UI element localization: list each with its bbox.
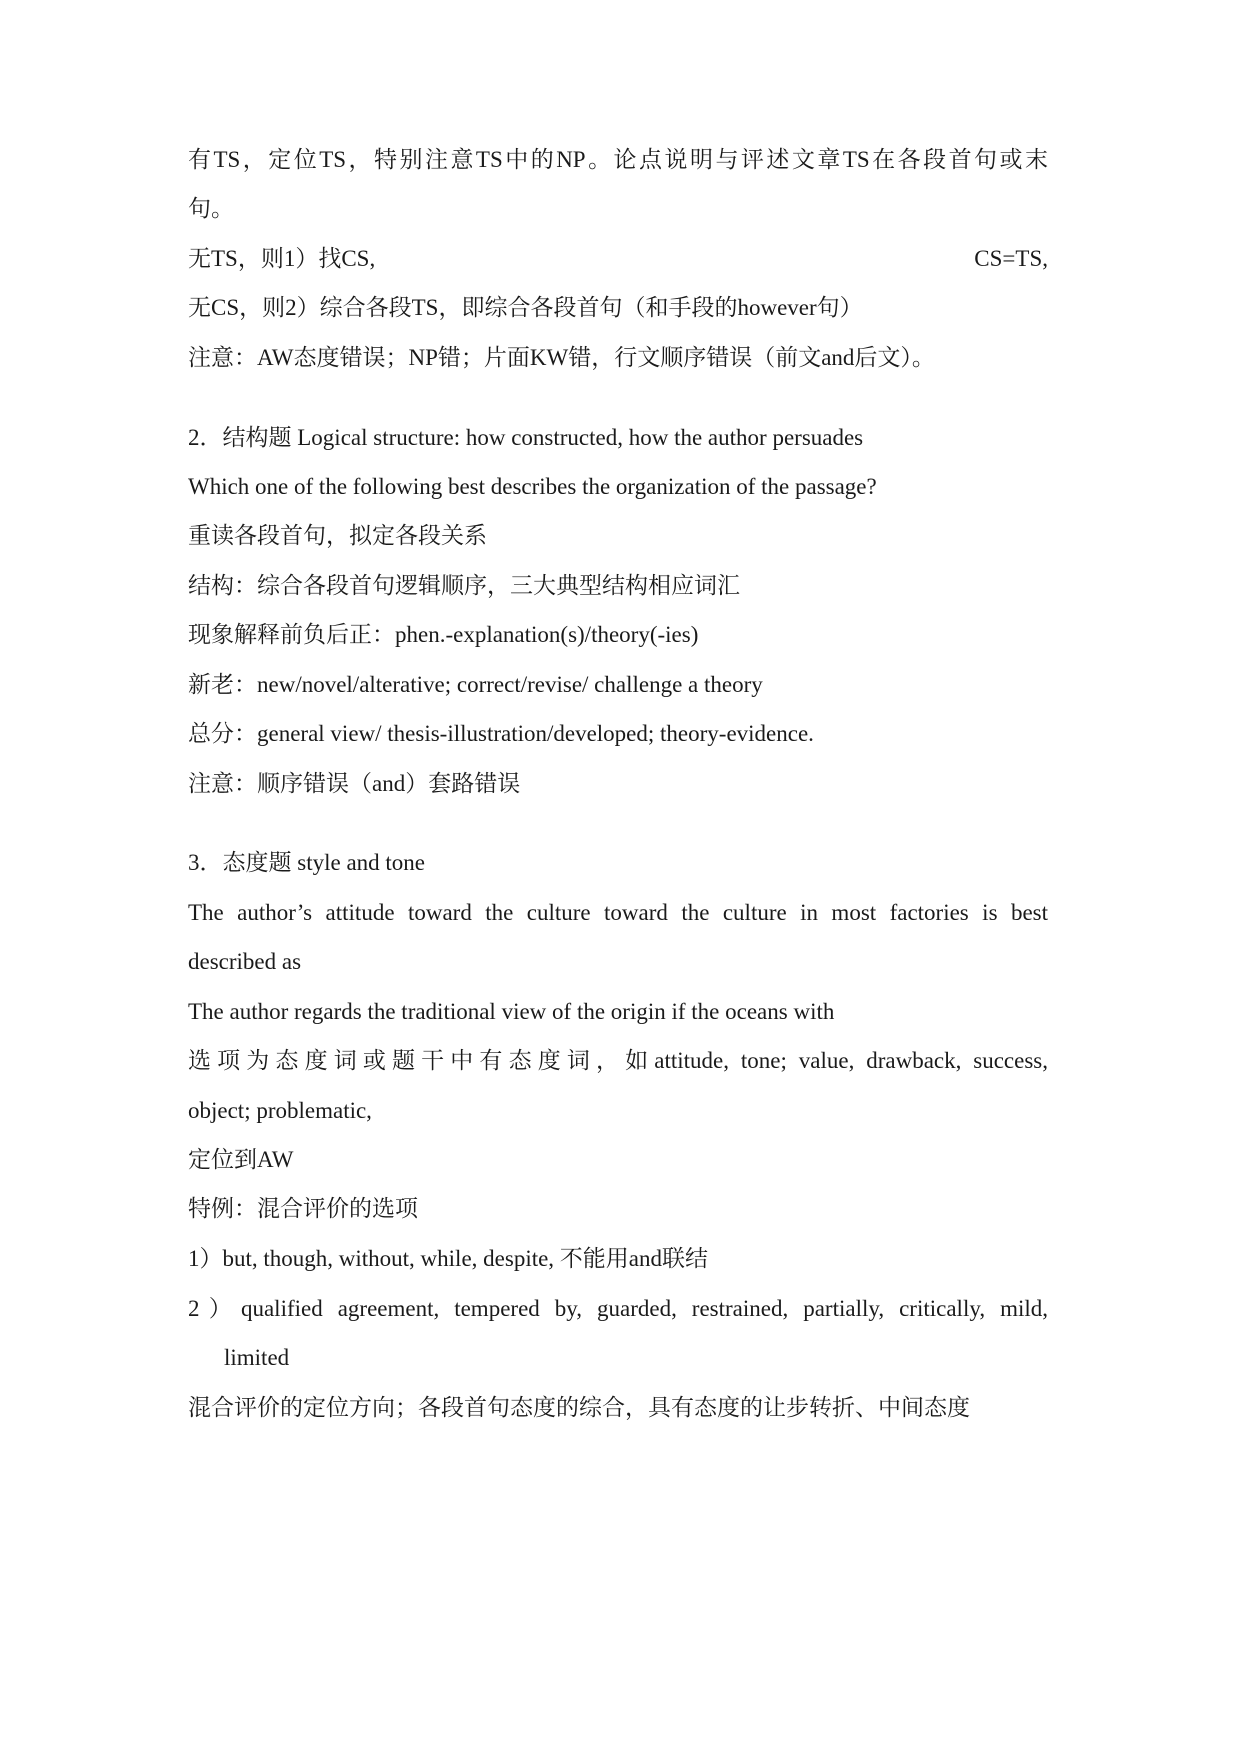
section-heading: 2．结构题 Logical structure: how constructed, how the author persuades (188, 425, 864, 450)
text-line: The author regards the traditional view of the origin if the oceans with (188, 999, 835, 1024)
section-heading: 3．态度题 style and tone (188, 850, 425, 875)
text-line: 结构：综合各段首句逻辑顺序，三大典型结构相应词汇 (188, 573, 740, 598)
text-line: 重读各段首句，拟定各段关系 (188, 523, 487, 548)
text-line: 无CS，则2）综合各段TS，即综合各段首句（和手段的however句） (188, 295, 863, 320)
text-line: object; problematic, (188, 1098, 372, 1123)
list-item-continuation: limited (224, 1345, 290, 1370)
list-item: 1）but, though, without, while, despite, 不能用and联结 (188, 1246, 709, 1271)
text-line: 定位到AW (188, 1147, 294, 1172)
list-item: 2）qualified agreement, tempered by, guarded, restrained, partially, critically, mild, (188, 1296, 1048, 1321)
text-line: 混合评价的定位方向；各段首句态度的综合，具有态度的让步转折、中间态度 (188, 1395, 970, 1420)
text-line: 新老：new/novel/alterative; correct/revise/ challenge a theory (188, 672, 763, 697)
text-line: 句。 (188, 196, 234, 221)
text-line: 现象解释前负后正：phen.-explanation(s)/theory(-ies) (188, 622, 699, 647)
text-line: 总分：general view/ thesis-illustration/developed; theory-evidence. (188, 721, 814, 746)
text-line: Which one of the following best describes the organization of the passage? (188, 474, 877, 499)
text-line (188, 244, 1048, 274)
text-segment: 无TS，则1）找CS, (188, 246, 376, 271)
text-line: 有TS，定位TS，特别注意TS中的NP。论点说明与评述文章TS在各段首句或末 (188, 147, 1048, 172)
text-line: 注意：顺序错误（and）套路错误 (188, 771, 521, 796)
text-line: described as (188, 949, 302, 974)
text-line: 选项为态度词或题干中有态度词，如attitude, tone; value, drawback, success, (188, 1048, 1048, 1073)
text-line: 特例：混合评价的选项 (188, 1196, 418, 1221)
text-segment: CS=TS, (974, 246, 1048, 271)
text-line: 注意：AW态度错误；NP错；片面KW错，行文顺序错误（前文and后文）。 (188, 345, 935, 370)
text-line: The author’s attitude toward the culture toward the culture in most factories is best (188, 900, 1048, 925)
